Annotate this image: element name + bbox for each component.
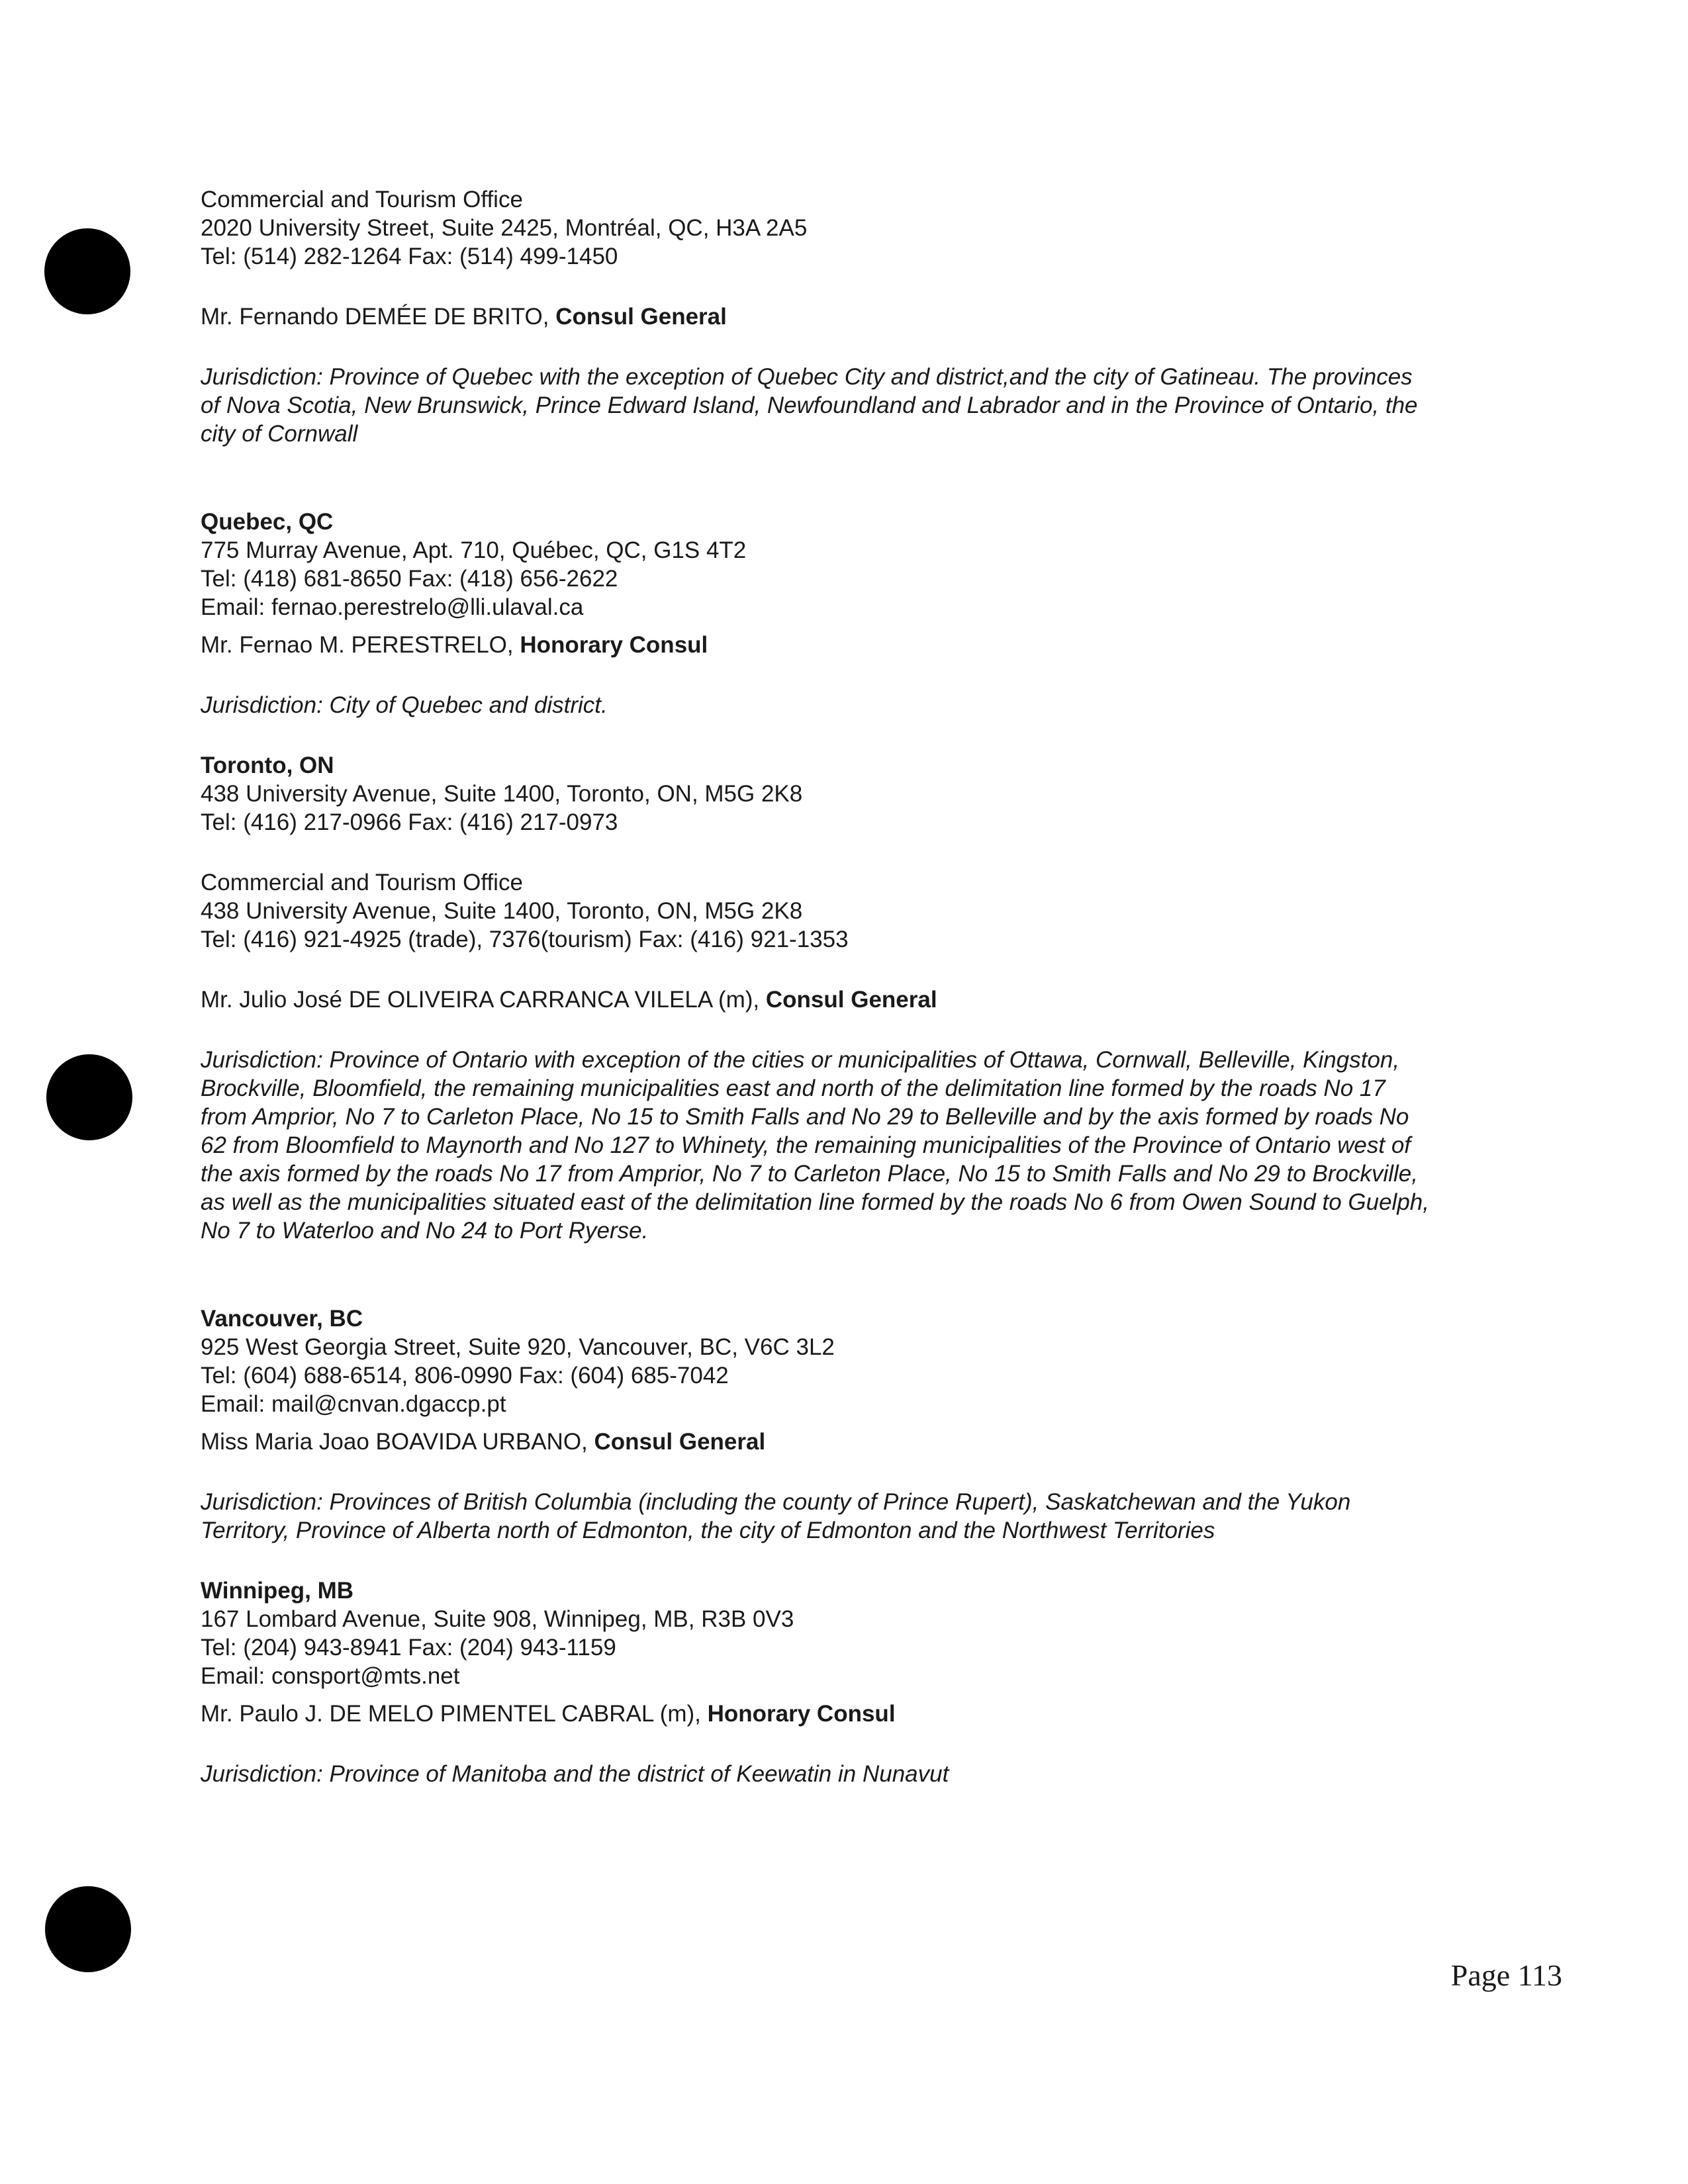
consul-name: Mr. Fernando DEMÉE DE BRITO, <box>201 304 556 330</box>
jurisdiction-line: No 7 to Waterloo and No 24 to Port Ryerse. <box>201 1218 649 1244</box>
consul-line <box>201 302 1524 331</box>
jurisdiction-line: Jurisdiction: Provinces of British Columbia (including the county of Prince Rupert), Saskatchewan and the Yukon <box>201 1489 1351 1515</box>
consul-title: Consul General <box>594 1429 766 1455</box>
jurisdiction <box>201 1046 1524 1245</box>
consul-title: Consul General <box>555 304 727 330</box>
consul-line <box>201 985 1524 1014</box>
jurisdiction-line: Brockville, Bloomfield, the remaining municipalities east and north of the delimitation line formed by the roads No 17 <box>201 1075 1385 1101</box>
binder-hole-top <box>44 228 130 314</box>
address: 438 University Avenue, Suite 1400, Toronto, ON, M5G 2K8 <box>201 781 803 807</box>
consul-title: Honorary Consul <box>520 632 708 658</box>
tel-fax: Tel: (204) 943-8941 Fax: (204) 943-1159 <box>201 1635 616 1661</box>
city-heading: Winnipeg, MB <box>201 1578 354 1604</box>
office-title: Commercial and Tourism Office <box>201 187 523 212</box>
consul-line <box>201 631 1524 659</box>
consul-name: Mr. Julio José DE OLIVEIRA CARRANCA VILELA (m), <box>201 987 766 1013</box>
jurisdiction <box>201 1488 1524 1545</box>
city-heading: Quebec, QC <box>201 509 334 535</box>
montreal-commercial-office <box>201 185 1524 271</box>
jurisdiction-line: as well as the municipalities situated east of the delimitation line formed by the roads No 6 from Owen Sound to Guelph, <box>201 1189 1429 1215</box>
address: 775 Murray Avenue, Apt. 710, Québec, QC, G1S 4T2 <box>201 537 747 563</box>
vancouver-consulate <box>201 1304 1524 1545</box>
jurisdiction-line: of Nova Scotia, New Brunswick, Prince Edward Island, Newfoundland and Labrador and in the Province of Ontario, the <box>201 392 1418 418</box>
address: 925 West Georgia Street, Suite 920, Vancouver, BC, V6C 3L2 <box>201 1334 835 1360</box>
office-tel-fax: Tel: (514) 282-1264 Fax: (514) 499-1450 <box>201 244 618 269</box>
jurisdiction: Jurisdiction: Province of Manitoba and the district of Keewatin in Nunavut <box>201 1761 949 1787</box>
winnipeg-consulate <box>201 1576 1524 1788</box>
office-title: Commercial and Tourism Office <box>201 870 523 895</box>
email: Email: consport@mts.net <box>201 1663 460 1689</box>
consulate-listing <box>201 185 1524 1788</box>
email: Email: fernao.perestrelo@lli.ulaval.ca <box>201 594 584 620</box>
jurisdiction: Jurisdiction: City of Quebec and district. <box>201 692 608 718</box>
binder-hole-middle <box>46 1054 132 1140</box>
consul-line <box>201 1428 1524 1456</box>
jurisdiction-line: the axis formed by the roads No 17 from Amprior, No 7 to Carleton Place, No 15 to Smith Falls and No 29 to Brockville, <box>201 1161 1418 1187</box>
consul-name: Mr. Fernao M. PERESTRELO, <box>201 632 520 658</box>
email: Email: mail@cnvan.dgaccp.pt <box>201 1391 506 1417</box>
consul-name: Mr. Paulo J. DE MELO PIMENTEL CABRAL (m), <box>201 1701 708 1727</box>
jurisdiction-line: Territory, Province of Alberta north of Edmonton, the city of Edmonton and the Northwest Territories <box>201 1518 1215 1543</box>
jurisdiction-line: 62 from Bloomfield to Maynorth and No 127 to Whinety, the remaining municipalities of the Province of Ontario west of <box>201 1132 1411 1158</box>
consul-line <box>201 1700 1524 1728</box>
tel-fax: Tel: (604) 688-6514, 806-0990 Fax: (604) 685-7042 <box>201 1363 729 1388</box>
jurisdiction-line: Jurisdiction: Province of Ontario with exception of the cities or municipalities of Ottawa, Cornwall, Belleville, Kingston, <box>201 1047 1400 1073</box>
consul-title: Honorary Consul <box>707 1701 896 1727</box>
tel-fax: Tel: (418) 681-8650 Fax: (418) 656-2622 <box>201 566 618 592</box>
binder-hole-bottom <box>45 1886 131 1972</box>
jurisdiction-line: from Amprior, No 7 to Carleton Place, No 15 to Smith Falls and No 29 to Belleville and by the axis formed by roads No <box>201 1104 1409 1130</box>
jurisdiction <box>201 363 1524 448</box>
address: 167 Lombard Avenue, Suite 908, Winnipeg, MB, R3B 0V3 <box>201 1606 794 1632</box>
city-heading: Vancouver, BC <box>201 1306 363 1332</box>
tel-fax: Tel: (416) 217-0966 Fax: (416) 217-0973 <box>201 809 618 835</box>
toronto-consulate <box>201 751 1524 1245</box>
office-address: 438 University Avenue, Suite 1400, Toronto, ON, M5G 2K8 <box>201 898 803 924</box>
jurisdiction-line: city of Cornwall <box>201 421 358 447</box>
consul-title: Consul General <box>765 987 937 1013</box>
city-heading: Toronto, ON <box>201 752 334 778</box>
jurisdiction-line: Jurisdiction: Province of Quebec with the exception of Quebec City and district,and the city of Gatineau. The provinces <box>201 364 1413 390</box>
office-tel-fax: Tel: (416) 921-4925 (trade), 7376(tourism) Fax: (416) 921-1353 <box>201 927 849 952</box>
quebec-consulate <box>201 508 1524 719</box>
office-address: 2020 University Street, Suite 2425, Montréal, QC, H3A 2A5 <box>201 215 808 241</box>
consul-name: Miss Maria Joao BOAVIDA URBANO, <box>201 1429 594 1455</box>
page-number: Page 113 <box>1450 1958 1562 1992</box>
